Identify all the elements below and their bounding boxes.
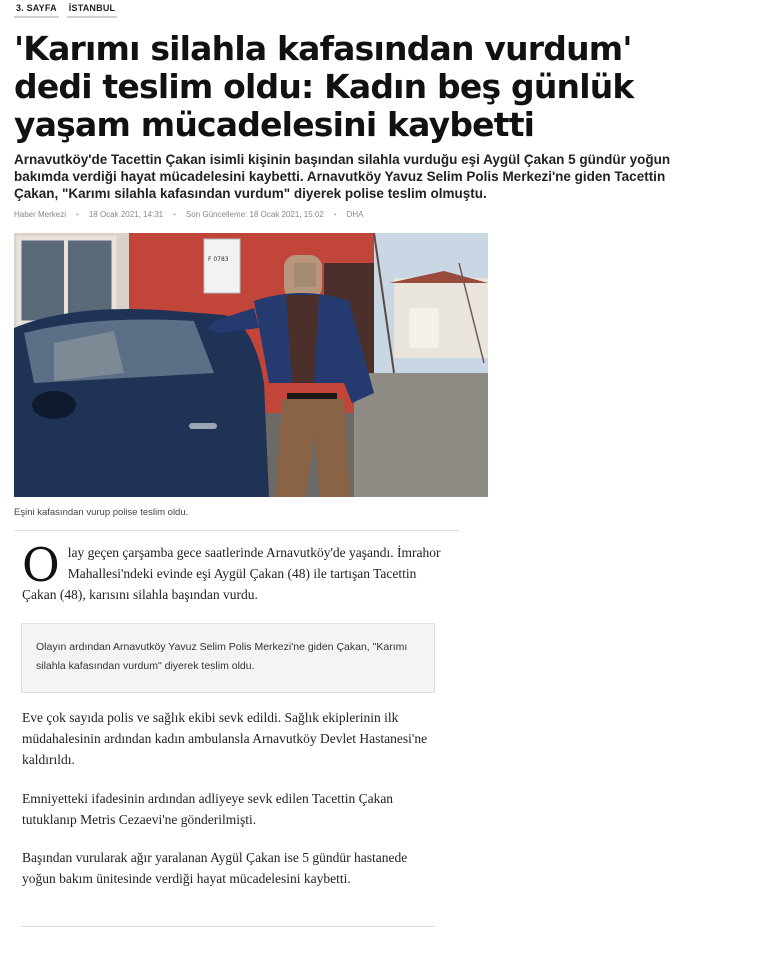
- author: Haber Merkezi: [14, 210, 67, 219]
- paragraph-2: Eve çok sayıda polis ve sağlık ekibi sevk edildi. Sağlık ekiplerinin ilk müdahalesinin ardından kadın ambulansla Arnavutköy Devlet Hastanesi'ne kaldırıldı.: [22, 710, 428, 767]
- separator-dot: •: [333, 210, 337, 219]
- publish-date: 18 Ocak 2021, 14:31: [88, 210, 164, 219]
- article-headline: 'Karımı silahla kafasından vurdum' dedi teslim oldu: Kadın beş günlük yaşam mücadelesini kaybetti: [14, 29, 634, 144]
- separator-dot: •: [76, 210, 79, 219]
- article-summary: Arnavutköy'de Tacettin Çakan isimli kişinin başından silahla vurduğu eşi Aygül Çakan 5 gündür yoğun bakımda verdiği hayat mücadelesini kaybetti. Arnavutköy Yavuz Selim Polis Merkezi'ne giden Tacettin Çakan, "Karımı silahla kafasından vurdum" diyerek polise teslim olmuştu.: [14, 152, 671, 201]
- divider: [21, 926, 435, 927]
- article-photo: [14, 233, 488, 497]
- photo-illustration: [14, 233, 488, 497]
- article-meta: [14, 210, 364, 219]
- photo-caption: Eşini kafasından vurup polise teslim oldu.: [14, 507, 189, 518]
- meter-label: F 0783: [208, 256, 229, 263]
- paragraph-1: [22, 538, 442, 605]
- news-source: DHA: [346, 210, 364, 219]
- category-tags: [14, 3, 117, 18]
- paragraph-3: Emniyetteki ifadesinin ardından adliyeye sevk edilen Tacettin Çakan tutuklanıp Metris Cezaevi'ne gönderilmişti.: [22, 791, 394, 827]
- highlight-quote: Olayın ardından Arnavutköy Yavuz Selim Polis Merkezi'ne giden Çakan, "Karımı silahla kafasından vurdum" diyerek teslim oldu.: [21, 623, 435, 693]
- tag-page[interactable]: 3. SAYFA: [14, 3, 59, 18]
- tag-city[interactable]: İSTANBUL: [67, 3, 117, 18]
- drop-cap: O: [22, 538, 60, 592]
- separator-dot: •: [173, 210, 176, 219]
- paragraph-1-text: lay geçen çarşamba gece saatlerinde Arnavutköy'de yaşandı. İmrahor Mahallesi'ndeki evinde eşi Aygül Çakan (48) ile tartışan Tacettin Çakan (48), karısını silahla başından vurdu.: [22, 545, 441, 602]
- paragraph-4: Başından vurularak ağır yaralanan Aygül Çakan ise 5 gündür hastanede yoğun bakım ünitesinde verdiği hayat mücadelesini kaybetti.: [22, 850, 408, 886]
- update-date: Son Güncelleme: 18 Ocak 2021, 15:02: [185, 210, 324, 219]
- divider: [14, 530, 459, 531]
